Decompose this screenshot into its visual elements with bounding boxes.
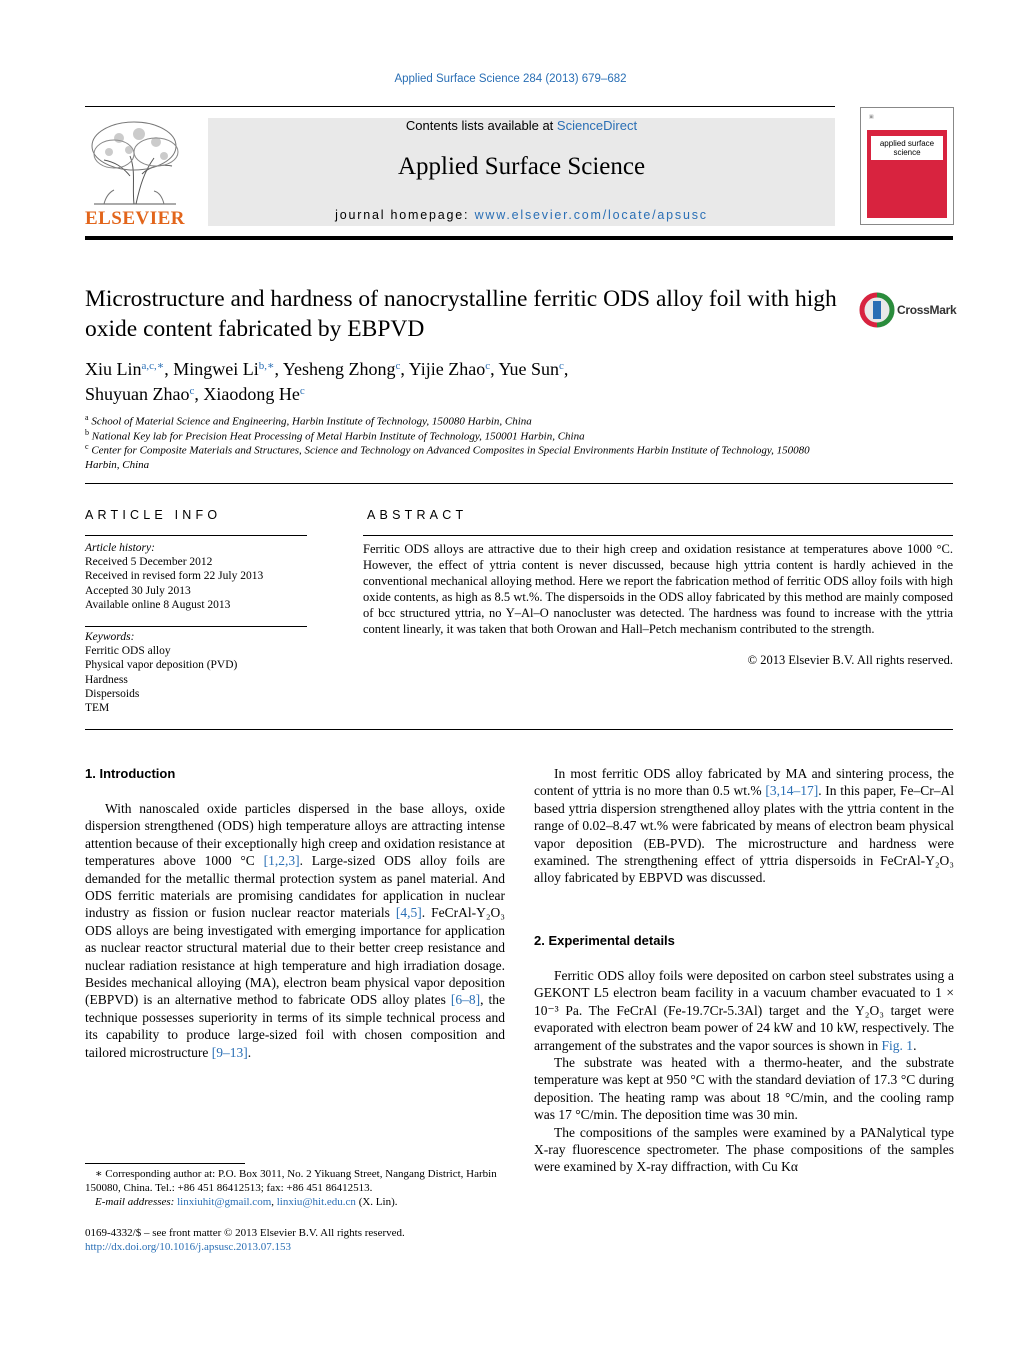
- experimental-paragraph: The substrate was heated with a thermo-heater, and the substrate temperature was kept at 950 °C with the standard deviation of 17.3 °C during deposition. The heating ramp was about 18 °C/min, and the cooling ramp was 17 °C/min. The deposition time was 30 min.: [534, 1055, 954, 1123]
- corresponding-author-footnote: ∗ Corresponding author at: P.O. Box 3011, No. 2 Yikuang Street, Nangang District, Harbin 150080, China. Tel.: +86 451 86412513; fax: +86 451 86412513. E-mail addresses: linxiuhit@gmail.com, linxiu@hit.edu.cn (X. Lin).: [85, 1168, 497, 1209]
- keywords-label: Keywords:: [85, 631, 135, 643]
- section-rule: [85, 483, 953, 484]
- issn-line: 0169-4332/$ – see front matter © 2013 Elsevier B.V. All rights reserved.: [85, 1227, 405, 1239]
- keyword: Ferritic ODS alloy: [85, 645, 171, 658]
- doi-link[interactable]: http://dx.doi.org/10.1016/j.apsusc.2013.07.153: [85, 1241, 292, 1254]
- citation-link[interactable]: [3,14–17]: [765, 783, 819, 799]
- author-list: [85, 355, 785, 405]
- journal-homepage-line: [208, 208, 835, 222]
- author[interactable]: Yijie Zhao$^c$,: [408, 359, 499, 379]
- abstract-text: Ferritic ODS alloys are attractive due to their high creep and oxidation resistance at temperatures above 1000 °C. However, the effect of yttria content is never discussed, because high yttria content is hardly achieved in the conventional mechanical alloying method. Here we report the fabrication method of ferritic ODS alloy foils with high oxide contents, as high as 8.5 wt.%. The dispersoids in the ODS alloy fabricated by this method are mainly composed of bcc structured yttria, no Y–Al–O nanocluster was detected. The hardness was found to increase with the yttria content linearly, it was taken that both Orowan and Hall–Petch mechanism contributed to the strength.: [363, 542, 953, 636]
- article-info-rule: [85, 535, 307, 536]
- keywords-rule: [85, 626, 307, 627]
- experimental-paragraphs: Ferritic ODS alloy foils were deposited on carbon steel substrates using a GEKONT L5 electron beam facility in a vacuum chamber evacuated to 1 × 10⁻³ Pa. The FeCrAl (Fe-19.7Cr-5.3Al) target and the Y₂O₃ target were evaporated with electron beam power of 24 kW and 10 kW, respectively. The arrangement of the substrates and the vapor sources is shown in Fig. 1. The substrate was heated with a thermo-heater, and the substrate temperature was kept at 950 °C with the standard deviation of 17.3 °C during deposition. The heating ramp was about 18 °C/min, and the cooling ramp was 17 °C/min. The deposition time was 30 min. The compositions of the samples were examined by a PANalytical type X-ray fluorescence spectrometer. The phase compositions of the samples were examined by X-ray diffraction, with Cu Kα: [534, 968, 954, 1175]
- intro-paragraph-2: In most ferritic ODS alloy fabricated by MA and sintering process, the content of yttria is no more than 0.5 wt.% [3,14–17]. In this paper, Fe–Cr–Al based yttria dispersion strengthened alloy plates with the yttria content in the range of 0.02–8.47 wt.% were fabricated by means of electron beam physical vapor deposition (EB-PVD). The microstructure and hardness were examined. The strengthening effect of yttria dispersoids in FeCrAl-Y₂O₃ alloy fabricated by EBPVD was discussed.: [534, 766, 954, 886]
- history-revised: Received in revised form 22 July 2013: [85, 570, 264, 583]
- email-link[interactable]: linxiu@hit.edu.cn: [276, 1196, 356, 1209]
- crossmark-label[interactable]: CrossMark: [897, 303, 957, 317]
- abstract-heading: ABSTRACT: [367, 508, 468, 522]
- elsevier-wordmark: ELSEVIER: [84, 208, 186, 229]
- journal-cover-thumbnail[interactable]: [860, 107, 954, 225]
- author[interactable]: Mingwei $Li^{b,∗}$,: [173, 359, 283, 379]
- keyword: Hardness: [85, 673, 128, 686]
- figure-link[interactable]: Fig. 1: [881, 1037, 914, 1053]
- keyword: Dispersoids: [85, 687, 140, 700]
- abstract-rule: [363, 535, 953, 536]
- experimental-paragraph: The compositions of the samples were examined by a PANalytical type X-ray fluorescence spectrometer. The phase compositions of the samples were examined by X-ray diffraction, with Cu Kα: [534, 1124, 954, 1175]
- contents-prefix: Contents lists available at: [405, 118, 557, 133]
- author[interactable]: Yue Sun$^c$,: [498, 359, 569, 379]
- article-history: [85, 541, 307, 612]
- author[interactable]: Xiaodong He$^c$: [203, 384, 305, 404]
- homepage-prefix: journal homepage:: [335, 208, 475, 222]
- history-online: Available online 8 August 2013: [85, 598, 231, 611]
- experimental-heading: 2. Experimental details: [534, 933, 675, 948]
- body-top-rule: [85, 729, 953, 730]
- article-info-heading: ARTICLE INFO: [85, 508, 222, 522]
- footnote-rule: [85, 1163, 245, 1164]
- cover-title: applied surface science: [871, 136, 943, 160]
- history-received: Received 5 December 2012: [85, 556, 213, 569]
- affiliation-b: $^b$ National Key lab for Precision Heat Processing of Metal Harbin Institute of Technology, 150001 Harbin, China: [85, 428, 585, 443]
- journal-citation[interactable]: Applied Surface Science 284 (2013) 679–682: [394, 73, 627, 85]
- abstract-copyright: © 2013 Elsevier B.V. All rights reserved.: [747, 653, 953, 667]
- header-thick-rule: [85, 236, 953, 240]
- crossmark-icon[interactable]: [858, 291, 896, 329]
- homepage-link[interactable]: www.elsevier.com/locate/apsusc: [474, 208, 708, 222]
- citation-link[interactable]: [1,2,3]: [263, 853, 300, 869]
- citation-link[interactable]: [4,5]: [395, 905, 422, 921]
- history-label: Article history:: [85, 542, 155, 554]
- author[interactable]: Yesheng Zhong$^c$,: [282, 359, 409, 379]
- front-matter: [85, 1226, 505, 1254]
- contents-line: [208, 118, 835, 133]
- journal-title: Applied Surface Science: [397, 153, 646, 180]
- keyword: TEM: [85, 702, 110, 715]
- affiliation-a: $^a$ School of Material Science and Engineering, Harbin Institute of Technology, 150080 Harbin, China: [85, 413, 532, 428]
- sciencedirect-link[interactable]: ScienceDirect: [556, 118, 638, 133]
- keyword: Physical vapor deposition (PVD): [85, 659, 238, 672]
- citation-link[interactable]: [6–8]: [450, 992, 481, 1008]
- keywords: [85, 630, 307, 715]
- email-link[interactable]: linxiuhit@gmail.com: [177, 1196, 272, 1209]
- citation-link[interactable]: [9–13]: [211, 1044, 248, 1060]
- intro-heading: 1. Introduction: [85, 766, 176, 781]
- paper-title: Microstructure and hardness of nanocrystalline ferritic ODS alloy foil with high oxide content fabricated by EBPVD: [85, 286, 837, 342]
- cover-top-mark: ▣: [869, 114, 874, 120]
- header-top-rule: [85, 106, 835, 107]
- author[interactable]: Xiu Lin$^{a,c,∗}$,: [85, 359, 174, 379]
- author[interactable]: Shuyuan Zhao$^c$,: [85, 384, 204, 404]
- history-accepted: Accepted 30 July 2013: [85, 584, 191, 597]
- intro-paragraph-1: With nanoscaled oxide particles dispersed in the base alloys, oxide dispersion strengthened (ODS) high temperature alloys are attracting intense attention because of their exceptionally high creep and oxidation resistance at temperatures above 1000 °C [1,2,3]. Large-sized ODS alloy foils are demanded for the metallic thermal protection system as panel material. And ODS ferritic materials are promising candidates for application in nuclear industry as fission or fusion nuclear reactor materials [4,5]. FeCrAl-Y₂O₃ ODS alloys are being investigated with emerging importance for application as nuclear reactor structural material due to their better creep resistance and nuclear radiation resistance at high temperature and high irradiation dosage. Besides mechanical alloying (MA), electron beam physical vapor deposition (EBPVD) is an alternative method to fabricate ODS alloy plates [6–8], the technique possesses superiority in terms of its simple technical process and its capability to produce large-sized foil with chosen composition and tailored microstructure [9–13].: [85, 801, 505, 1060]
- affiliation-c: $^c$ Center for Composite Materials and Structures, Science and Technology on Advanced Composites in Special Environments Harbin Institute of Technology, 150080 Harbin, China: [85, 442, 810, 472]
